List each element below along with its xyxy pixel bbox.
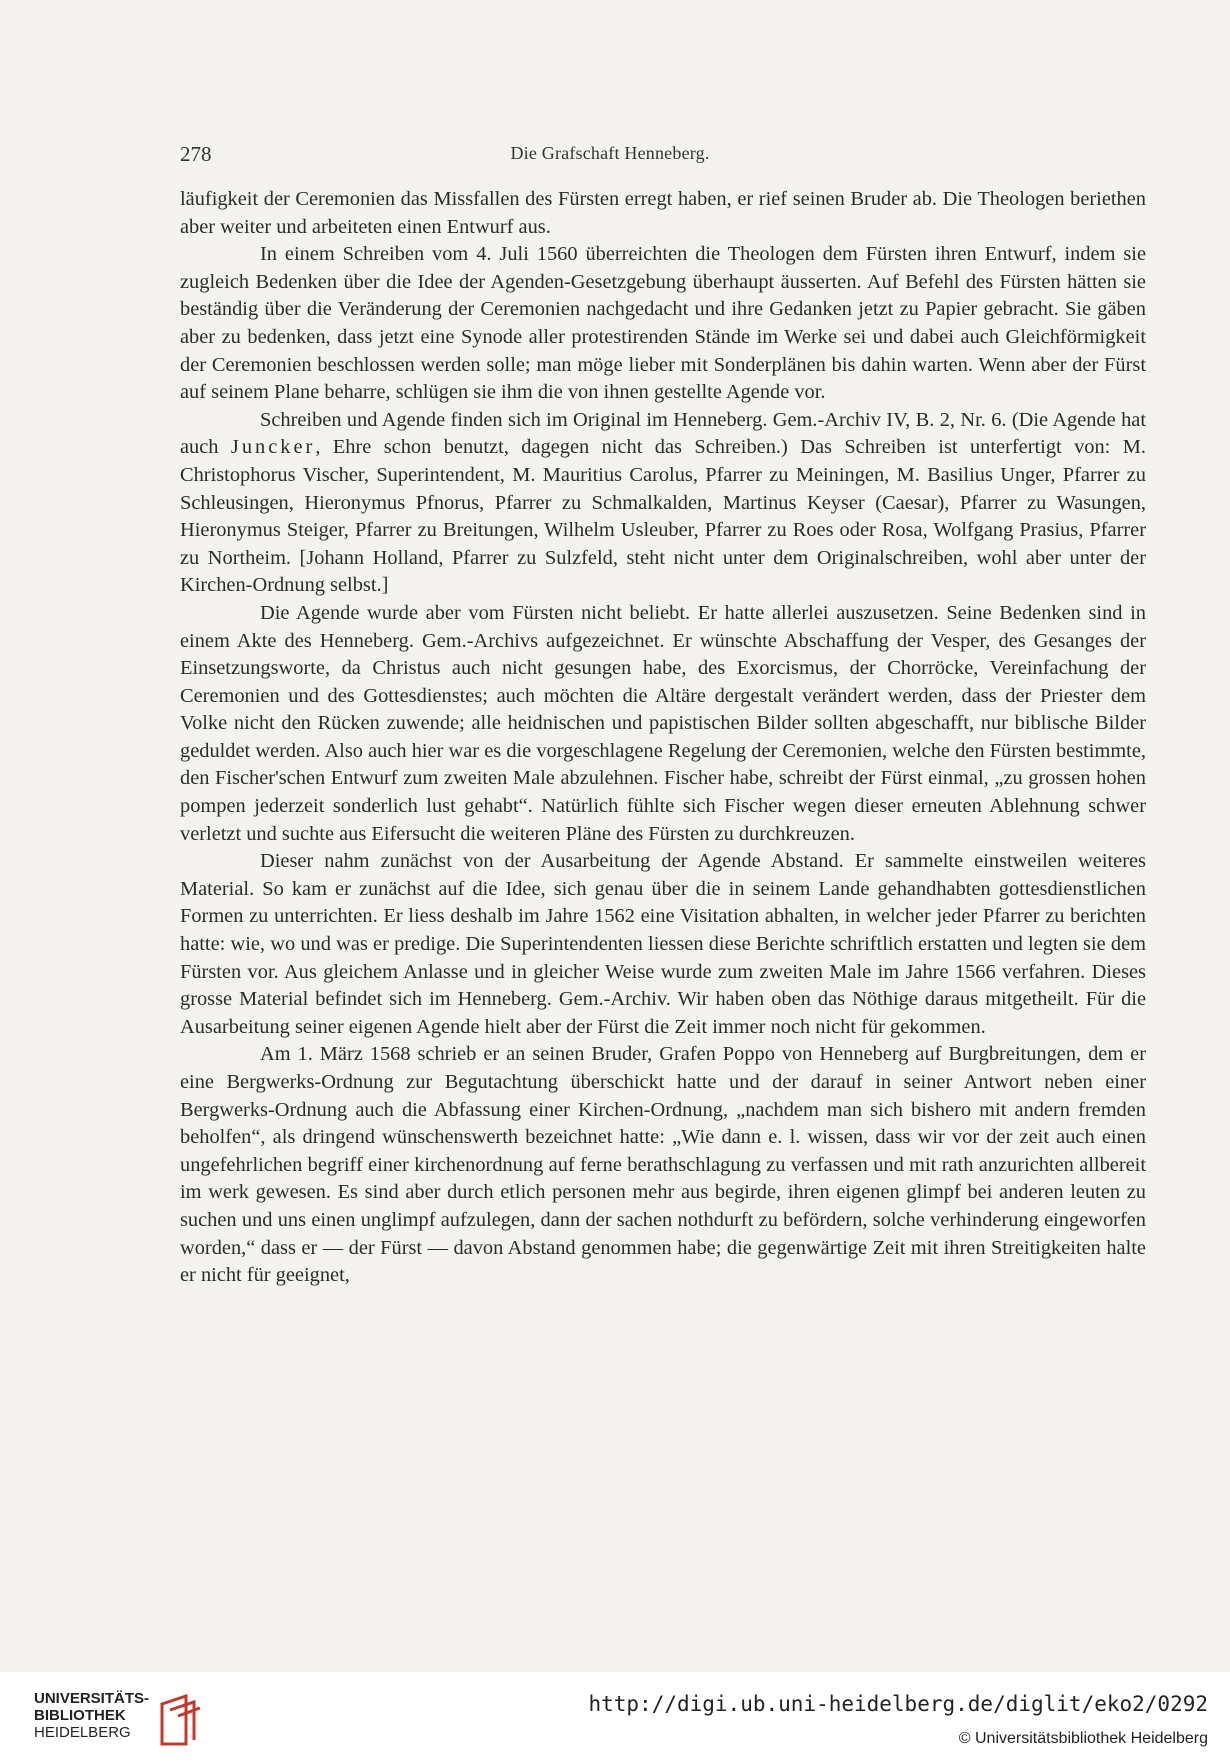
source-url-link[interactable]: http://digi.ub.uni-heidelberg.de/diglit/eko2/0292 — [588, 1692, 1208, 1716]
library-name-line2: BIBLIOTHEK — [34, 1707, 126, 1724]
text-segment: Schreiben und Agende finden sich im Original im Henneberg. Gem.-Archiv IV, B. 2, Nr. 6. (Die Agende hat auch — [180, 408, 1146, 459]
text-segment: Dieser nahm zunächst von der Ausarbeitung der Agende Abstand. Er sammelte einstweilen weiteres Material. So kam er zunächst auf die Idee, sich genau über die in seinem Lande gehandhabten gottesdienstlichen Formen zu unterrichten. Er liess deshalb im Jahre 1562 eine Visitation abhalten, in welcher jeder Pfarrer zu berichten hatte: wie, wo und was er predige. Die Superintendenten liessen diese Berichte schriftlich erstatten und legten sie dem Fürsten vor. Aus gleichem Anlasse und in gleicher Weise wurde zum zweiten Male im Jahre 1566 verfahren. Dieses grosse Material befindet sich im Henneberg. Gem.-Archiv. Wir haben oben das Nöthige daraus mitgetheilt. Für die Ausarbeitung seiner eigenen Agende hielt aber der Fürst die Zeit immer noch nicht für gekommen. — [180, 850, 1146, 1038]
library-logo-icon — [156, 1694, 202, 1746]
library-logo[interactable] — [34, 1690, 214, 1750]
text-segment: , Ehre schon benutzt, dagegen nicht das Schreiben.) Das Schreiben ist unterfertigt von: M. Christophorus Vischer, Superintendent, M. Mauritius Carolus, Pfarrer zu Meiningen, M. Basilius Unger, Pfarrer zu Schleusingen, Hieronymus Pfnorus, Pfarrer zu Schmalkalden, Martinus Keyser (Caesar), Pfarrer zu Wasungen, Hieronymus Steiger, Pfarrer zu Breitungen, Wilhelm Usleuber, Pfarrer zu Roes oder Rosa, Wolfgang Prasius, Pfarrer zu Northeim. [Johann Holland, Pfarrer zu Sulzfeld, steht nicht unter dem Originalschreiben, wohl aber unter der Kirchen-Ordnung selbst.] — [180, 436, 1146, 597]
text-segment: Die Agende wurde aber vom Fürsten nicht beliebt. Er hatte allerlei auszusetzen. Seine Bedenken sind in einem Akte des Henneberg. Gem.-Archivs aufgezeichnet. Er wünschte Abschaffung der Vesper, des Gesanges der Einsetzungsworte, da Christus auch nicht gesungen habe, des Exorcismus, der Chorröcke, Vereinfachung der Ceremonien und des Gottesdienstes; auch möchten die Altäre dergestalt verändert werden, dass der Priester dem Volke nicht den Rücken zuwende; alle heidnischen und papistischen Bilder sollten abgeschafft, nur biblische Bilder geduldet werden. Also auch hier war es die vorgeschlagene Regelung der Ceremonien, welche den Fürsten bestimmte, den Fischer'schen Entwurf zum zweiten Male abzulehnen. Fischer habe, schreibt der Fürst einmal, „zu grossen hohen pompen jederzeit sonderlich lust gehabt“. Natürlich fühlte sich Fischer wegen dieser erneuten Ablehnung schwer verletzt und suchte aus Eifersucht die weiteren Pläne des Fürsten zu durchkreuzen. — [180, 601, 1146, 845]
paragraph — [180, 407, 1146, 600]
paragraph — [180, 600, 1146, 848]
library-name-line3: HEIDELBERG — [34, 1724, 131, 1741]
paragraph — [180, 186, 1146, 241]
copyright-notice: © Universitätsbibliothek Heidelberg — [958, 1730, 1208, 1747]
paragraph — [180, 241, 1146, 407]
paragraph — [180, 848, 1146, 1041]
page-number: 278 — [180, 142, 212, 166]
text-segment: Am 1. März 1568 schrieb er an seinen Bruder, Grafen Poppo von Henneberg auf Burgbreitungen, dem er eine Bergwerks-Ordnung zur Begutachtung überschickt hatte und der darauf in seiner Antwort neben einer Bergwerks-Ordnung auch die Abfassung einer Kirchen-Ordnung, „nachdem man sich bishero mit andern fremden beholfen“, als dringend wünschenswerth bezeichnet hatte: „Wie dann e. l. wissen, dass wir vor der zeit auch einen ungefehrlichen begriff einer kirchenordnung auf ferne berathschlagung zu verfassen und mit rath anzurichten allbereit im werk gewesen. Es sind aber durch etlich personen mehr aus begirde, ihren eigenen glimpf bei anderen leuten zu suchen und uns einen unglimpf aufzulegen, dann der sachen nothdurft zu befördern, solche verhinderung eingeworfen worden,“ dass er — der Fürst — davon Abstand genommen habe; die gegenwärtige Zeit mit ihren Streitigkeiten halte er nicht für geeignet, — [180, 1043, 1146, 1287]
running-title: Die Grafschaft Henneberg. — [510, 143, 710, 163]
body-text — [180, 186, 1146, 1290]
spaced-name: Juncker — [230, 436, 316, 459]
footer-bar — [0, 1672, 1230, 1763]
paragraph — [180, 1041, 1146, 1289]
text-segment: läufigkeit der Ceremonien das Missfallen des Fürsten erregt haben, er rief seinen Bruder ab. Die Theologen beriethen aber weiter und arbeiteten einen Entwurf aus. — [180, 188, 1146, 238]
library-name — [34, 1690, 149, 1741]
page-header — [180, 142, 1040, 172]
library-name-line1: UNIVERSITÄTS- — [34, 1690, 150, 1707]
text-segment: In einem Schreiben vom 4. Juli 1560 überreichten die Theologen dem Fürsten ihren Entwurf, indem sie zugleich Bedenken über die Idee der Agenden-Gesetzgebung überhaupt äusserten. Auf Befehl des Fürsten hätten sie beständig über die Veränderung der Ceremonien nachgedacht und ihre Gedanken jetzt zu Papier gebracht. Sie gäben aber zu bedenken, dass jetzt eine Synode aller protestirenden Stände im Werke sei und dabei auch Gleichförmigkeit der Ceremonien beschlossen werden solle; man möge lieber mit Sonderplänen bis dahin warten. Wenn aber der Fürst auf seinem Plane beharre, schlügen sie ihm die von ihnen gestellte Agende vor. — [180, 243, 1146, 404]
